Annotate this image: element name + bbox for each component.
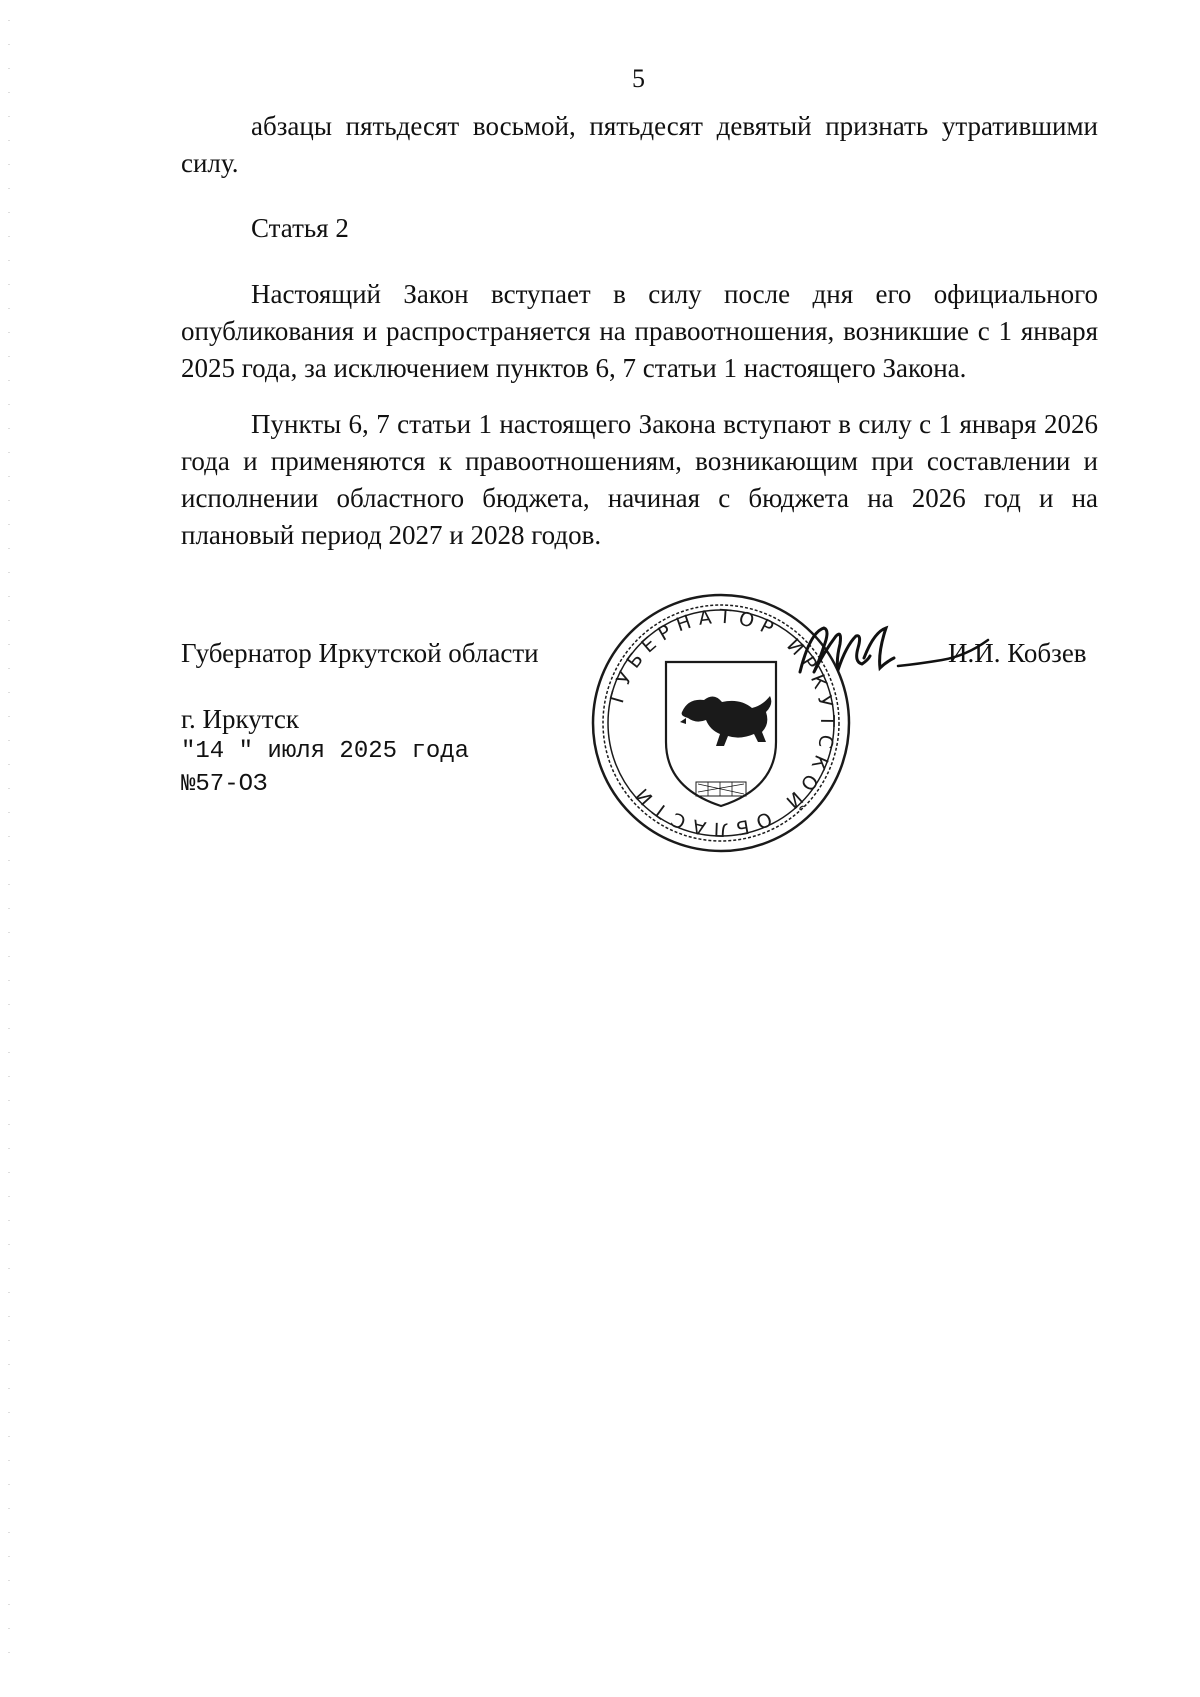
governor-title: Губернатор Иркутской области: [181, 638, 539, 668]
signing-date: "14 " июля 2025 года: [181, 738, 470, 765]
babr-icon: [682, 696, 772, 746]
page-number: 5: [632, 64, 645, 93]
paragraph-effective-date: Настоящий Закон вступает в силу после дня его официального опубликования и распространяется на правоотношения, возникшие с 1 января 2025 года, за исключением пунктов 6, 7 статьи 1 настоящего Закона.: [181, 279, 1098, 383]
scan-margin-dots: [8, 20, 10, 1670]
city-of-signing: г. Иркутск: [181, 704, 299, 734]
paragraph-repeal: абзацы пятьдесят восьмой, пятьдесят девятый признать утратившими силу.: [181, 111, 1098, 178]
paragraph-points-effective: Пункты 6, 7 статьи 1 настоящего Закона вступают в силу с 1 января 2026 года и применяются к правоотношениям, возникающим при составлении и исполнении областного бюджета, начиная с бюджета на 2026 год и на плановый период 2027 и 2028 годов.: [181, 409, 1098, 550]
seal-text: ГУБЕРНАТОР ИРКУТСКОЙ ОБЛАСТИ: [605, 605, 839, 841]
governor-name: И.И. Кобзев: [948, 638, 1087, 668]
article-heading: Статья 2: [251, 213, 349, 243]
law-number: №57-ОЗ: [181, 771, 268, 798]
